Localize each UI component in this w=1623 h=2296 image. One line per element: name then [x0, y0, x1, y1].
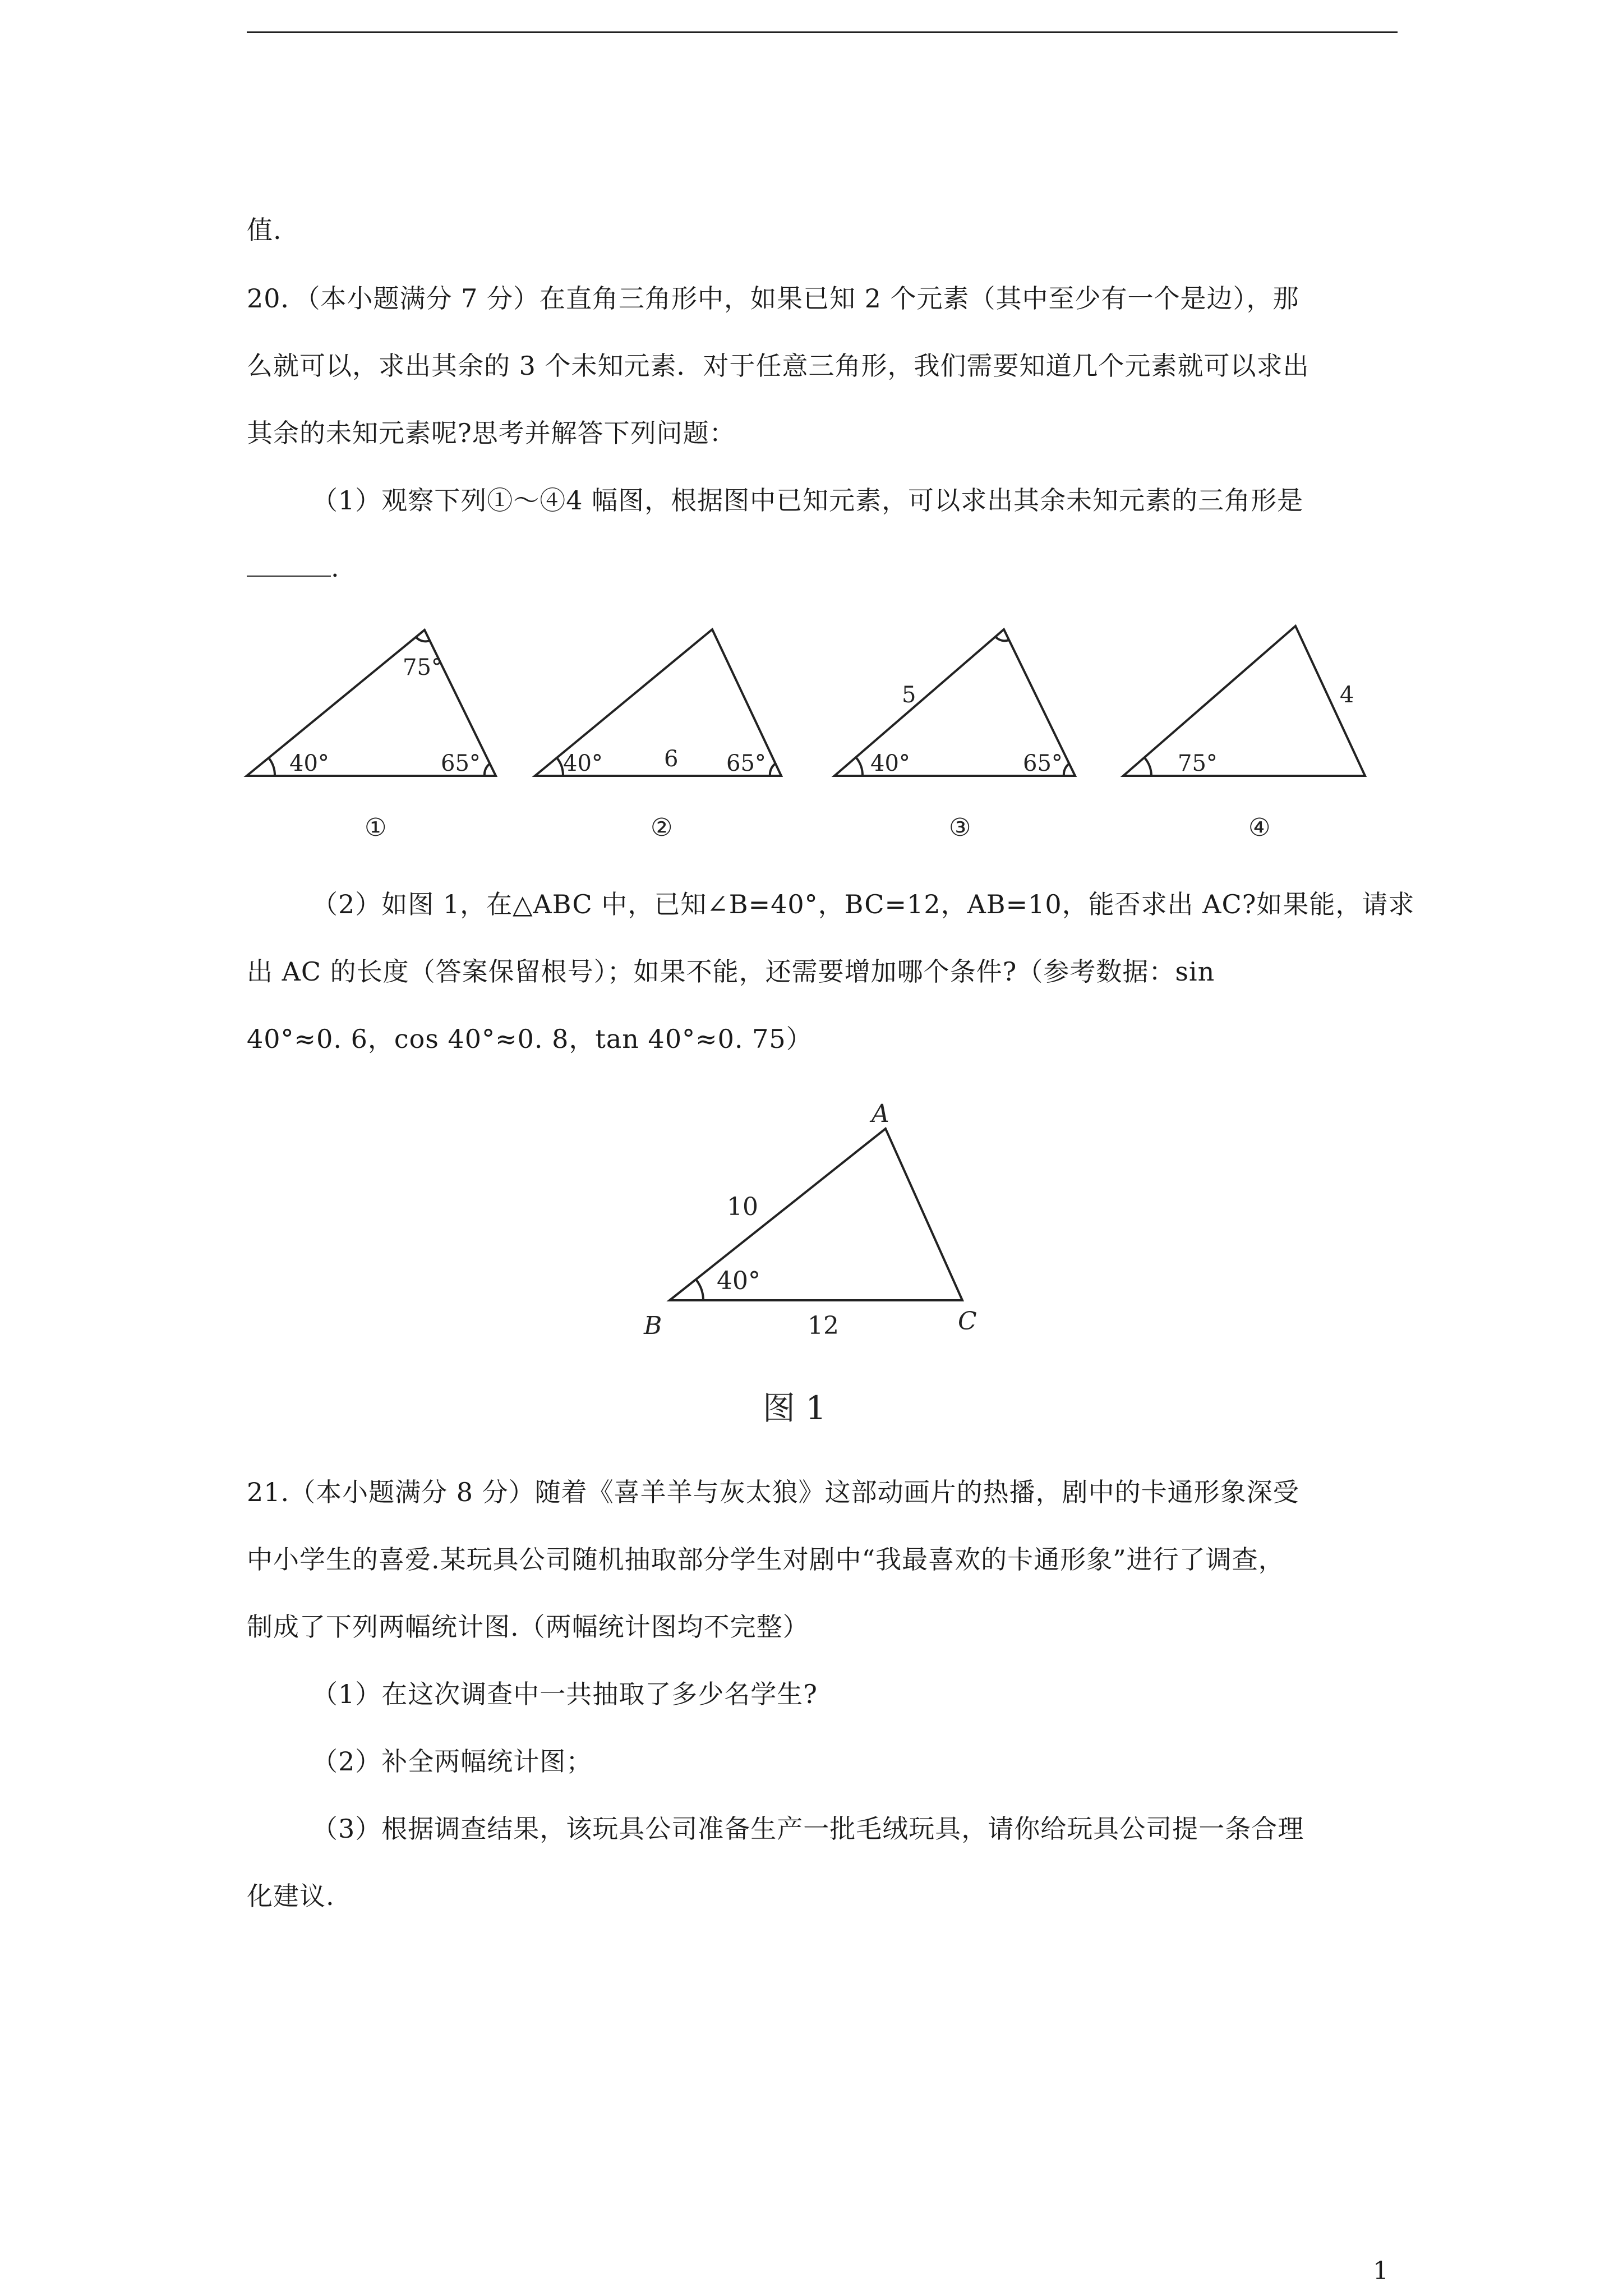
fig1-angle-right: 65°	[441, 751, 481, 776]
fig4-side-right: 4	[1340, 682, 1354, 708]
q21-line-1: 21.（本小题满分 8 分）随着《喜羊羊与灰太狼》这部动画片的热播，剧中的卡通形象深受	[247, 1477, 1299, 1507]
angle-b-label: 40°	[717, 1267, 760, 1295]
q21-line-2: 中小学生的喜爱.某玩具公司随机抽取部分学生对剧中“我最喜欢的卡通形象”进行了调查，	[247, 1544, 1285, 1575]
fig2-number: ②	[651, 813, 673, 842]
answer-blank[interactable]	[247, 553, 331, 577]
vertex-b: B	[644, 1312, 662, 1340]
q20-part1-line-2: .	[247, 551, 340, 585]
q21-part3-line-2: 化建议.	[247, 1881, 335, 1911]
triangle-4	[1123, 626, 1365, 776]
fig4-number: ④	[1248, 813, 1271, 842]
fig4-angle-left: 75°	[1178, 751, 1218, 776]
q20-line-3: 其余的未知元素呢?思考并解答下列问题：	[247, 418, 736, 448]
figure-1-caption: 图 1	[763, 1389, 827, 1427]
side-ab-label: 10	[727, 1193, 758, 1221]
q21-part1: （1）在这次调查中一共抽取了多少名学生?	[312, 1679, 818, 1709]
fig2-angle-right: 65°	[726, 751, 766, 776]
fig2-angle-left: 40°	[563, 751, 603, 776]
triangle-figures	[0, 606, 1623, 853]
header-rule	[247, 31, 1398, 33]
fig3-side-left: 5	[902, 682, 916, 708]
q21-part3-line-1: （3）根据调查结果，该玩具公司准备生产一批毛绒玩具，请你给玩具公司提一条合理	[312, 1814, 1304, 1844]
q20-line-2: 么就可以，求出其余的 3 个未知元素．对于任意三角形，我们需要知道几个元素就可以求出	[247, 351, 1310, 381]
side-bc-label: 12	[808, 1312, 839, 1340]
fig1-angle-top: 75°	[403, 655, 442, 680]
vertex-c: C	[958, 1307, 977, 1336]
fig3-angle-left: 40°	[870, 751, 910, 776]
q20-part2-line-1: （2）如图 1，在△ABC 中，已知∠B=40°，BC=12，AB=10，能否求出 AC?如果能，请求	[312, 889, 1415, 919]
q20-part2-line-3: 40°≈0. 6，cos 40°≈0. 8，tan 40°≈0. 75）	[247, 1024, 813, 1054]
fig3-angle-right: 65°	[1023, 751, 1063, 776]
fig1-number: ①	[365, 813, 387, 842]
q20-part2-line-2: 出 AC 的长度（答案保留根号）；如果不能，还需要增加哪个条件?（参考数据：sin	[247, 956, 1215, 987]
figure-1-triangle-abc	[617, 1088, 1009, 1447]
fig3-number: ③	[949, 813, 971, 842]
continued-text: 值.	[247, 215, 282, 245]
q20-part1-line-1: （1）观察下列①～④4 幅图，根据图中已知元素，可以求出其余未知元素的三角形是	[312, 485, 1304, 516]
vertex-a: A	[872, 1099, 889, 1128]
q21-part2: （2）补全两幅统计图；	[312, 1746, 593, 1777]
q21-line-3: 制成了下列两幅统计图.（两幅统计图均不完整）	[247, 1612, 809, 1642]
fig2-side-bottom: 6	[664, 746, 679, 772]
fig1-angle-left: 40°	[289, 751, 329, 776]
page-number: 1	[1373, 2257, 1389, 2285]
q20-line-1: 20．（本小题满分 7 分）在直角三角形中，如果已知 2 个元素（其中至少有一个是边），那	[247, 283, 1299, 314]
